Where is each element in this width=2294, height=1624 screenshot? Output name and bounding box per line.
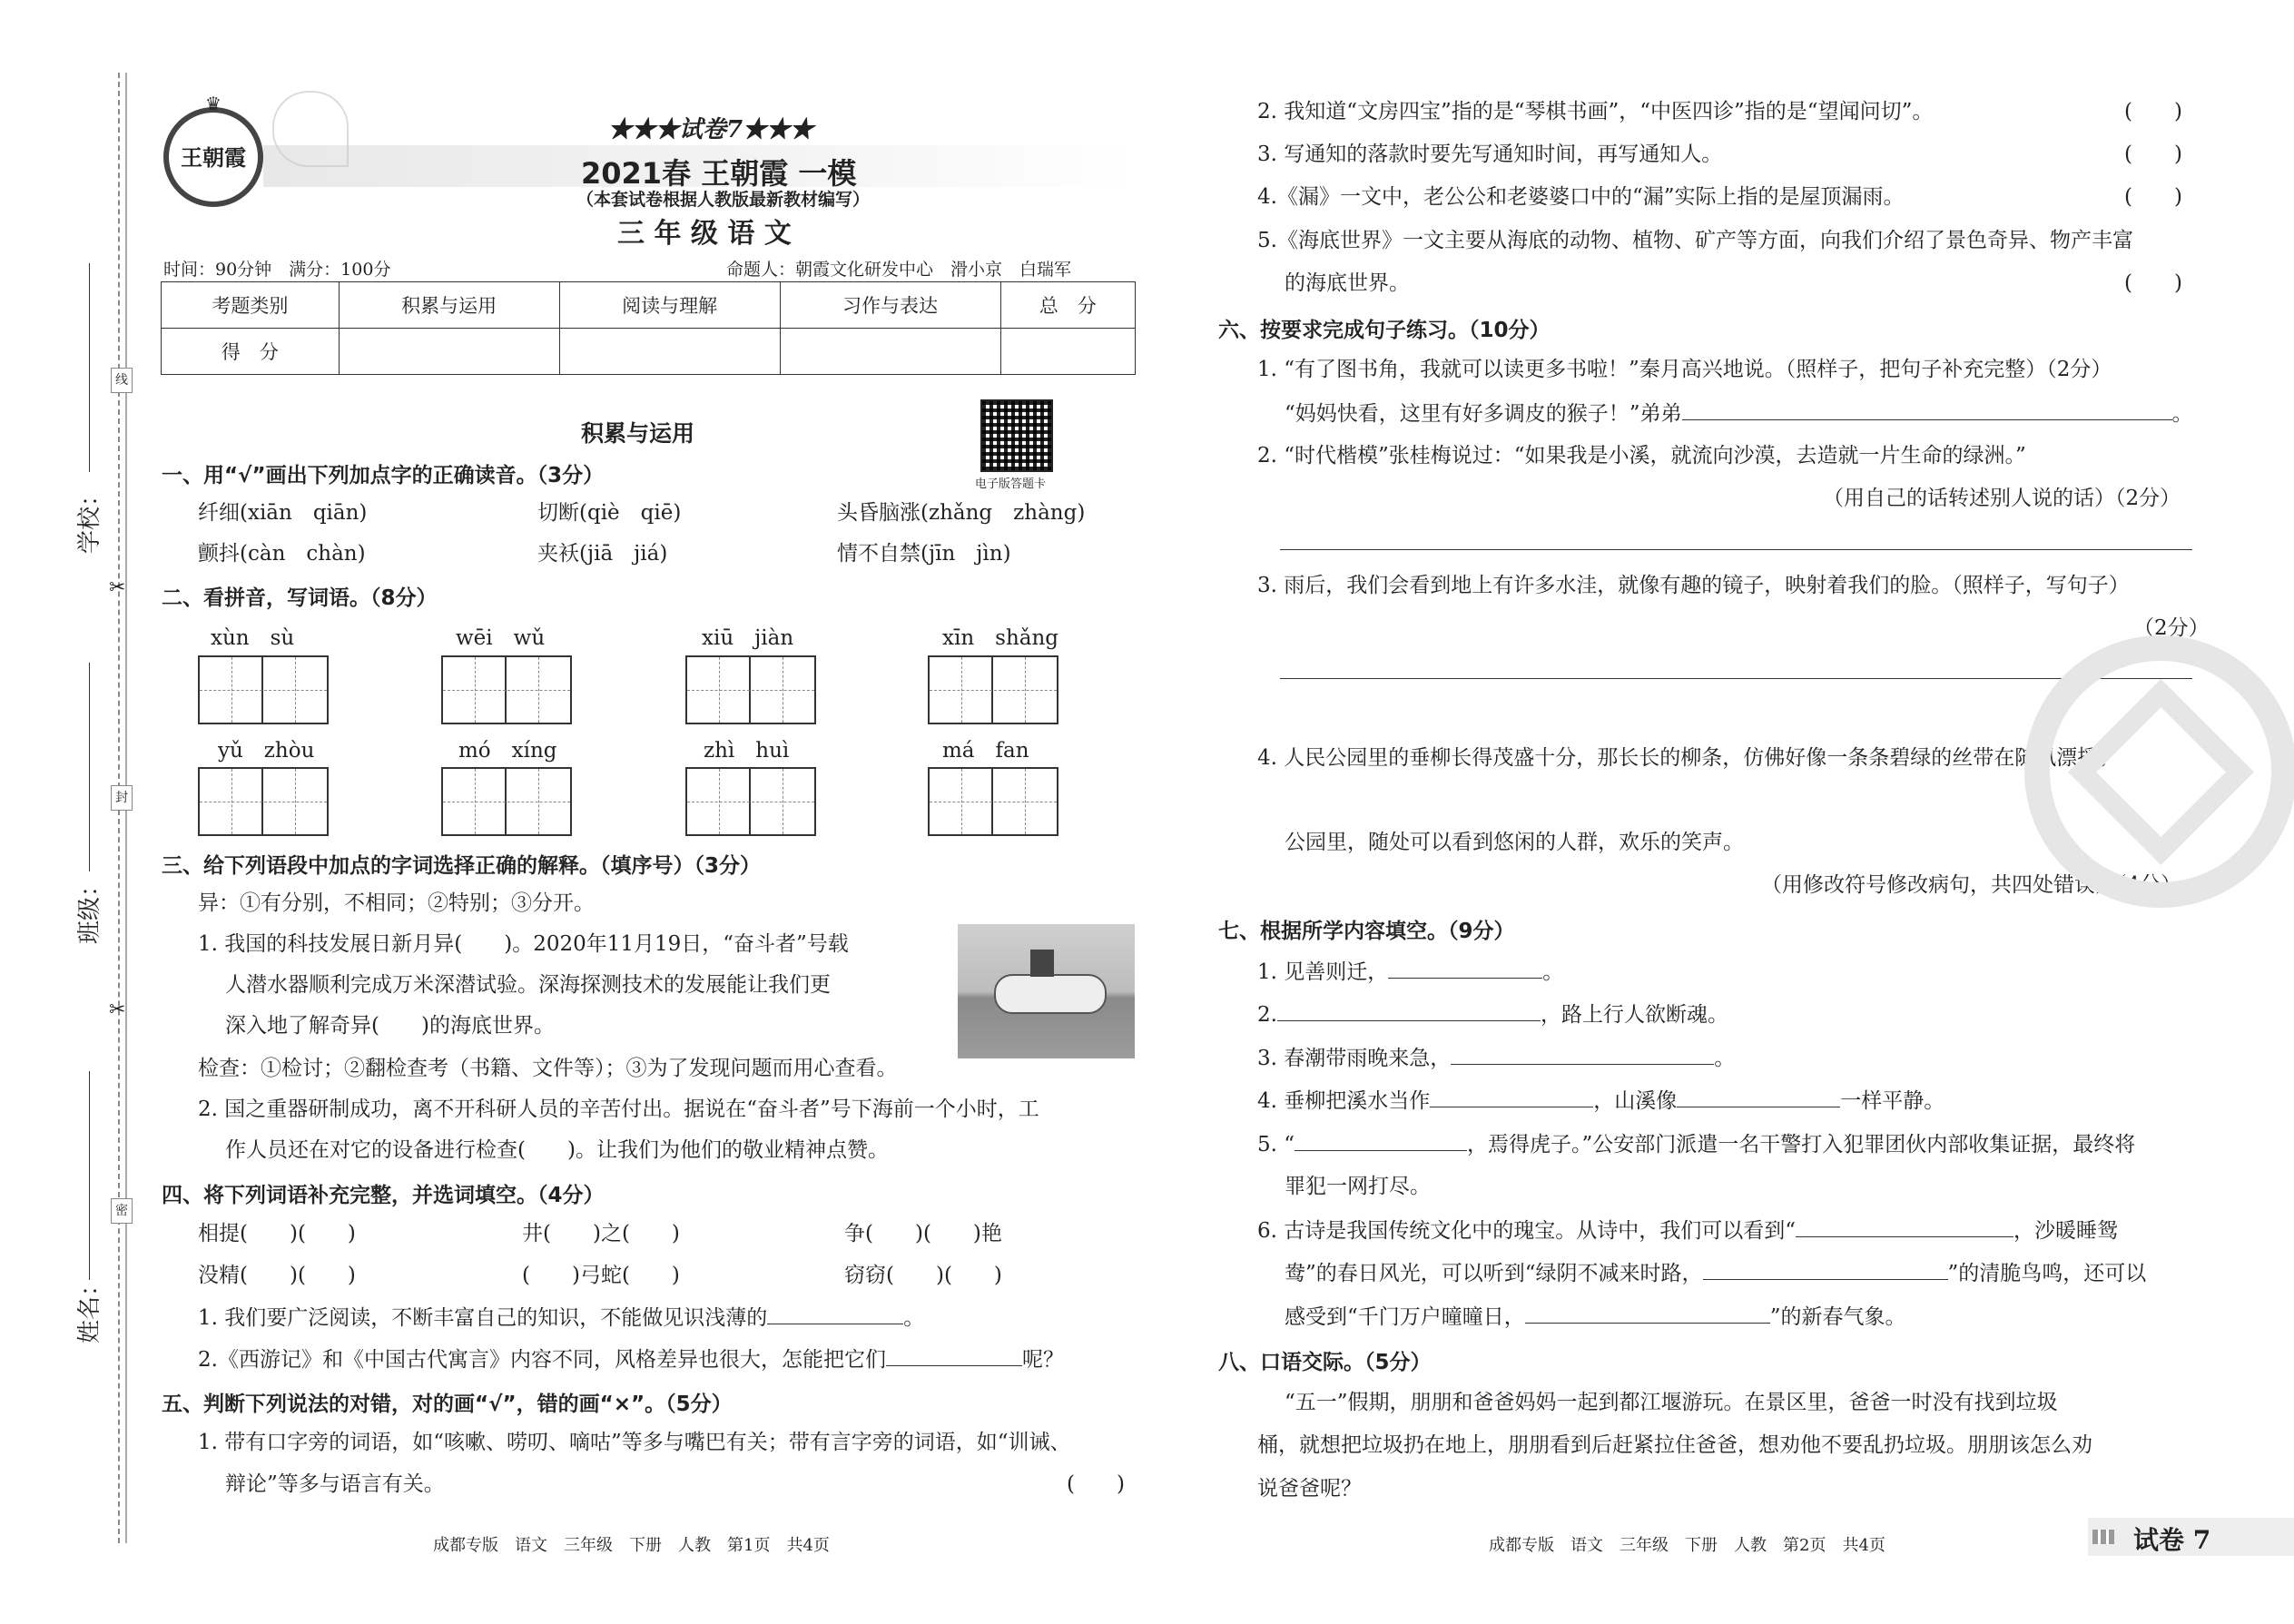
q3-para2: 2. 国之重器研制成功，离不开科研人员的辛苦付出。据说在“奋斗者”号下海前一个小时，工	[198, 1097, 1039, 1121]
footer-tag-squares	[2092, 1530, 2114, 1544]
q5-item: 的海底世界。	[1285, 271, 1410, 295]
q7-l3-end: 。	[1714, 1047, 1736, 1070]
q4-s2-text: 2.《西游记》和《中国古代寓言》内容不同，风格差异也很大，怎能把它们	[198, 1348, 886, 1372]
q4-s1-blank[interactable]	[767, 1304, 903, 1324]
q4-s2-end: 呢？	[1021, 1348, 1064, 1372]
q7-l1-text: 1. 见善则迁，	[1257, 960, 1389, 984]
q5-item: 1. 带有口字旁的词语，如“咳嗽、唠叨、嘀咕”等多与嘴巴有关；带有言字旁的词语，如“训诫、	[198, 1431, 1071, 1454]
writing-grid[interactable]	[441, 767, 572, 836]
q6-s2-answer-line[interactable]	[1280, 549, 2192, 550]
q7-l2-end: ，路上行人欲断魂。	[1540, 1003, 1728, 1027]
q7-l4-blank1[interactable]	[1430, 1087, 1593, 1107]
pinyin-label: xùn sù	[211, 626, 295, 650]
q8-para: “五一”假期，朋朋和爸爸妈妈一起到都江堰游玩。在景区里，爸爸一时没有找到垃圾	[1285, 1391, 2058, 1414]
q6-s1b-text: “妈妈快看，这里有好多调皮的猴子！”弟弟	[1285, 402, 1682, 426]
q5-item: 5.《海底世界》一文主要从海底的动物、植物、矿产等方面，向我们介绍了景色奇异、物产丰富	[1257, 229, 2133, 252]
writing-grid[interactable]	[928, 767, 1058, 836]
q6-s1: 1. “有了图书角，我就可以读更多书啦！”秦月高兴地说。（照样子，把句子补充完整）（2分）	[1257, 358, 2112, 381]
pinyin-label: má fan	[942, 739, 1029, 763]
q4-s1-text: 1. 我们要广泛阅读，不断丰富自己的知识，不能做见识浅薄的	[198, 1306, 768, 1330]
q7-l1-blank[interactable]	[1388, 958, 1542, 979]
q7-line5	[1257, 1130, 2135, 1158]
q7-l6d-text: ”的清脆鸟鸣，还可以	[1947, 1262, 2147, 1285]
q7-l4-blank2[interactable]	[1677, 1087, 1840, 1107]
q5-answer[interactable]: ( )	[1067, 1472, 1125, 1496]
scissor-icon: ✂	[109, 576, 126, 599]
q4-word[interactable]: 没精( )( )	[198, 1264, 356, 1287]
crown-icon: ♛	[205, 93, 222, 114]
school-field[interactable]	[89, 263, 90, 472]
qr-label: 电子版答题卡	[975, 477, 1047, 491]
q5-answer[interactable]: ( )	[2124, 185, 2182, 209]
writing-grid[interactable]	[198, 655, 329, 724]
q5-answer[interactable]: ( )	[2124, 271, 2182, 295]
school-label: 学校：	[76, 482, 103, 554]
q3-para2: 作人员还在对它的设备进行检查( )。让我们为他们的敬业精神点赞。	[225, 1138, 889, 1162]
q4-title: 四、将下列词语补充完整，并选词填空。（4分）	[162, 1184, 605, 1207]
q6-s2: 2. “时代楷模”张桂梅说过：“如果我是小溪，就流向沙漠，去造就一片生命的绿洲。”	[1257, 444, 2026, 468]
q7-l6-mid: ，沙暖睡鸳	[2013, 1219, 2119, 1243]
q7-l5-end: ，焉得虎子。”公安部门派遣一名干警打入犯罪团伙内部收集证据，最终将	[1467, 1133, 2136, 1156]
q7-l4-text: 4. 垂柳把溪水当作	[1257, 1089, 1431, 1113]
q7-l3-blank[interactable]	[1451, 1044, 1714, 1065]
q1-item[interactable]: 颤抖(càn chàn)	[198, 542, 366, 566]
score-table	[161, 281, 1136, 375]
q7-line5b: 罪犯一网打尽。	[1285, 1175, 1431, 1198]
q3-def1: 异：①有分别，不相同；②特别；③分开。	[198, 891, 595, 915]
q1-title: 一、用“√”画出下列加点字的正确读音。（3分）	[162, 464, 605, 487]
writing-grid[interactable]	[685, 767, 816, 836]
q5-item: 2. 我知道“文房四宝”指的是“琴棋书画”，“中医四诊”指的是“望闻问切”。	[1257, 100, 1934, 123]
q6-s4: 公园里，随处可以看到悠闲的人群，欢乐的笑声。	[1285, 831, 1744, 854]
ribbon-decoration	[272, 91, 349, 167]
q7-l2-blank[interactable]	[1277, 1000, 1541, 1021]
q3-para1: 1. 我国的科技发展日新月异( )。2020年11月19日，“奋斗者”号载	[198, 932, 849, 956]
section-title: 积累与运用	[581, 420, 695, 447]
score-header: 考题类别	[162, 282, 340, 329]
score-cell[interactable]	[780, 329, 1000, 375]
page-title: 2021春 王朝霞 一模	[581, 156, 857, 191]
q7-title: 七、根据所学内容填空。（9分）	[1218, 920, 1515, 943]
q3-def2: 检查：①检讨；②翻检查考（书籍、文件等）；③为了发现问题而用心查看。	[198, 1057, 898, 1080]
q5-answer[interactable]: ( )	[2124, 100, 2182, 123]
q5-item: 4.《漏》一文中，老公公和老婆婆口中的“漏”实际上指的是屋顶漏雨。	[1257, 185, 1905, 209]
q7-l6c-text: 鸯”的春日风光，可以听到“绿阴不减来时路，	[1285, 1262, 1703, 1285]
q6-s1-answer	[1285, 399, 2193, 428]
mark-feng: 封	[111, 785, 133, 811]
footer-tag: 试卷 7	[2133, 1525, 2211, 1555]
time-info: 时间：90分钟 满分：100分	[163, 260, 391, 280]
q7-l6-blank2[interactable]	[1703, 1259, 1948, 1280]
q8-para: 说爸爸呢？	[1257, 1477, 1362, 1501]
q7-l4-mid: ，山溪像	[1593, 1089, 1678, 1113]
watermark-seal	[2024, 635, 2294, 908]
q1-item[interactable]: 夹袄(jiā jiá)	[537, 542, 668, 566]
pinyin-label: yǔ zhòu	[218, 739, 315, 763]
q5-answer[interactable]: ( )	[2124, 143, 2182, 166]
q7-line3	[1257, 1044, 1735, 1072]
q7-l6-text: 6. 古诗是我国传统文化中的瑰宝。从诗中，我们可以看到“	[1257, 1219, 1797, 1243]
authors-info: 命题人：朝霞文化研发中心 滑小京 白瑞军	[726, 260, 1072, 280]
name-field[interactable]	[89, 1071, 90, 1280]
score-row-label: 得 分	[162, 329, 340, 375]
q1-item[interactable]: 切断(qiè qiē)	[537, 501, 682, 525]
logo-text: 王朝霞	[181, 144, 246, 171]
subject-title: 三 年 级 语 文	[617, 218, 792, 250]
q7-line6b	[1285, 1259, 2146, 1287]
mark-xian: 线	[111, 368, 133, 393]
q7-l3-text: 3. 春潮带雨晚来急，	[1257, 1047, 1452, 1070]
q6-title: 六、按要求完成句子练习。（10分）	[1218, 319, 1551, 342]
class-field[interactable]	[89, 663, 90, 871]
footer-right: 成都专版 语文 三年级 下册 人教 第2页 共4页	[1489, 1536, 1885, 1555]
q4-word[interactable]: ( )弓蛇( )	[522, 1264, 680, 1287]
q6-s4-req: （用修改符号修改病句，共四处错误）（4分）	[1761, 873, 2182, 897]
page-subtitle: （本套试卷根据人教版最新教材编写）	[576, 190, 871, 210]
q7-l6e-text: 感受到“千门万户曈曈日，	[1285, 1305, 1525, 1329]
q5-title: 五、判断下列说法的对错，对的画“√”，错的画“×”。（5分）	[162, 1393, 733, 1416]
score-header: 总 分	[1000, 282, 1135, 329]
q5-item: 辩论”等多与语言有关。	[225, 1472, 445, 1496]
q4-s1-end: 。	[903, 1306, 925, 1330]
q7-l6-blank1[interactable]	[1796, 1216, 2013, 1237]
q7-l1-end: 。	[1542, 960, 1564, 984]
q6-s2-req: （用自己的话转述别人说的话）（2分）	[1823, 487, 2181, 510]
footer-left: 成都专版 语文 三年级 下册 人教 第1页 共4页	[433, 1536, 830, 1555]
writing-grid[interactable]	[198, 767, 329, 836]
q6-s3: 3. 雨后，我们会看到地上有许多水洼，就像有趣的镜子，映射着我们的脸。（照样子，写句子）	[1257, 574, 2130, 597]
header-badge: ★★★试卷7★★★	[608, 116, 814, 143]
q7-l5-text: 5. “	[1257, 1133, 1295, 1156]
q7-line1	[1257, 958, 1563, 986]
q6-s4: 4. 人民公园里的垂柳长得茂盛十分，那长长的柳条，仿佛好像一条条碧绿的丝带在随风漂摇。	[1257, 746, 2120, 770]
q6-s1-end: 。	[2171, 402, 2193, 426]
q8-title: 八、口语交际。（5分）	[1218, 1351, 1432, 1374]
pinyin-label: zhì huì	[704, 739, 790, 763]
q6-s1-blank[interactable]	[1682, 399, 2172, 420]
q3-para1: 人潜水器顺利完成万米深潜试验。深海探测技术的发展能让我们更	[225, 973, 831, 997]
pinyin-label: xīn shǎng	[942, 626, 1059, 650]
score-cell[interactable]	[1000, 329, 1135, 375]
q3-para1: 深入地了解奇异( )的海底世界。	[225, 1014, 555, 1038]
q1-item[interactable]: 头昏脑涨(zhǎng zhàng)	[837, 501, 1086, 525]
q7-line6c	[1285, 1303, 1906, 1331]
q7-line2	[1257, 1000, 1728, 1029]
q7-l4-end: 一样平静。	[1840, 1089, 1945, 1113]
writing-grid[interactable]	[685, 655, 816, 724]
q6-s3-req: （2分）	[2133, 616, 2210, 640]
q7-l2-text: 2.	[1257, 1003, 1277, 1027]
score-header: 阅读与理解	[559, 282, 780, 329]
q4-s2-blank[interactable]	[886, 1345, 1022, 1366]
pinyin-label: xiū jiàn	[702, 626, 794, 650]
q7-line6	[1257, 1216, 2118, 1245]
score-cell[interactable]	[559, 329, 780, 375]
submarine-photo	[958, 924, 1135, 1058]
writing-grid[interactable]	[441, 655, 572, 724]
q7-line4	[1257, 1087, 1944, 1115]
scissor-icon: ✂	[109, 999, 126, 1021]
q7-l6-blank3[interactable]	[1525, 1303, 1770, 1324]
q4-word[interactable]: 窃窃( )( )	[844, 1264, 1002, 1287]
q4-word[interactable]: 井( )之( )	[522, 1222, 680, 1245]
mark-mi: 密	[111, 1198, 133, 1224]
qr-code	[980, 399, 1053, 472]
q4-sentence	[198, 1304, 924, 1332]
q5-item: 3. 写通知的落款时要先写通知时间，再写通知人。	[1257, 143, 1723, 166]
q1-item[interactable]: 情不自禁(jīn jìn)	[837, 542, 1011, 566]
class-label: 班级：	[76, 872, 103, 944]
writing-grid[interactable]	[928, 655, 1058, 724]
q4-sentence	[198, 1345, 1064, 1373]
score-cell[interactable]	[339, 329, 559, 375]
q4-word[interactable]: 争( )( )艳	[844, 1222, 1002, 1245]
q7-l6f-text: ”的新春气象。	[1769, 1305, 1906, 1329]
q3-title: 三、给下列语段中加点的字词选择正确的解释。（填序号）（3分）	[162, 854, 762, 878]
score-header: 积累与运用	[339, 282, 559, 329]
q2-title: 二、看拼音，写词语。（8分）	[162, 586, 438, 610]
q6-s3-answer-line[interactable]	[1280, 678, 2192, 679]
logo	[163, 93, 263, 207]
q1-item[interactable]: 纤细(xiān qiān)	[198, 501, 368, 525]
name-label: 姓名：	[76, 1272, 103, 1343]
q4-word[interactable]: 相提( )( )	[198, 1222, 356, 1245]
score-header: 习作与表达	[780, 282, 1000, 329]
pinyin-label: wēi wǔ	[456, 626, 546, 650]
q7-l5-blank[interactable]	[1295, 1130, 1467, 1151]
pinyin-label: mó xíng	[458, 739, 557, 763]
q8-para: 桶，就想把垃圾扔在地上，朋朋看到后赶紧拉住爸爸，想劝他不要乱扔垃圾。朋朋该怎么劝	[1257, 1433, 2092, 1457]
